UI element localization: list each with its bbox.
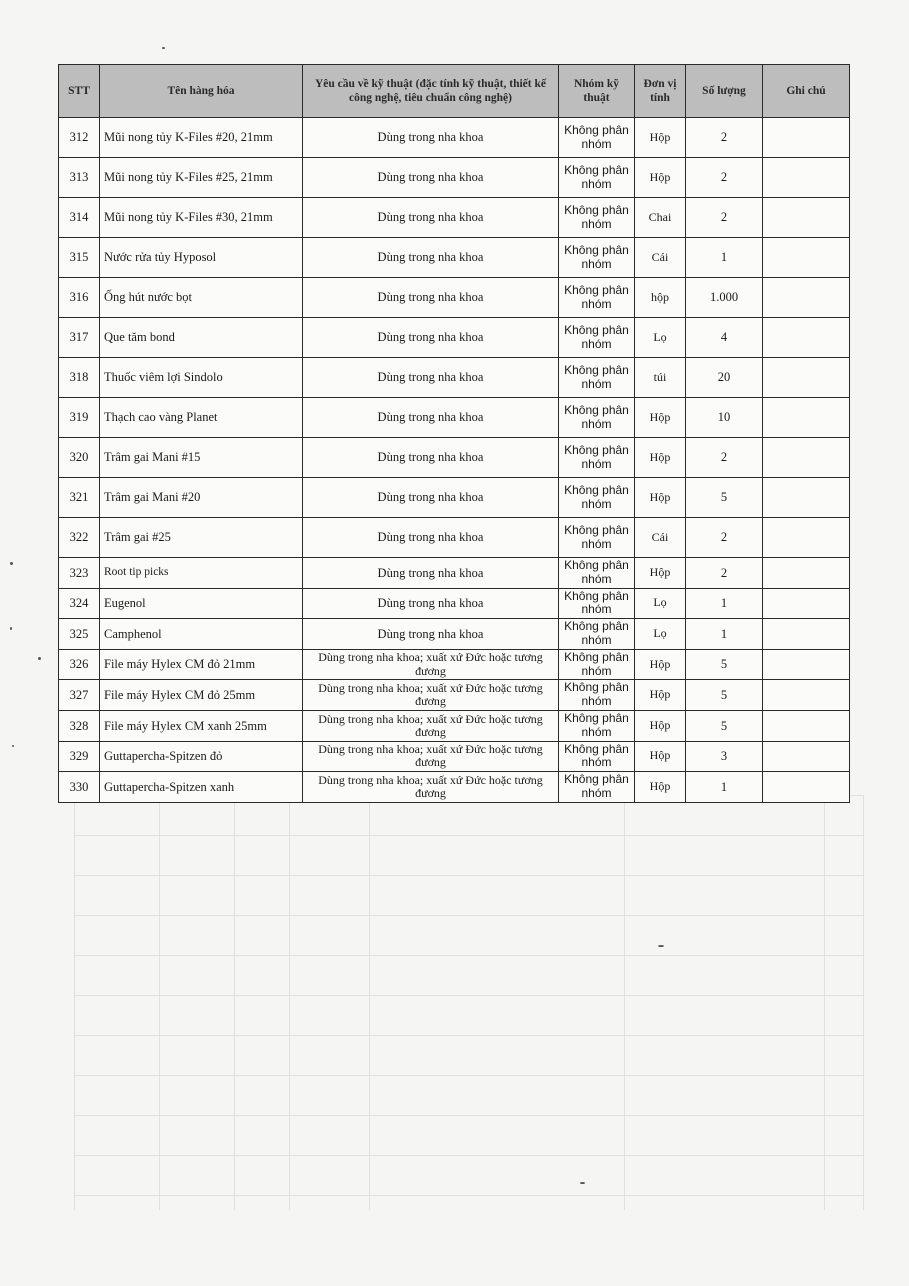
cell-quantity: 2 <box>686 558 763 589</box>
cell-note <box>763 318 850 358</box>
cell-note <box>763 398 850 438</box>
cell-stt: 323 <box>59 558 100 589</box>
cell-name: Guttapercha-Spitzen đỏ <box>100 741 303 772</box>
scan-speck <box>658 945 664 947</box>
cell-name: Ống hút nước bọt <box>100 278 303 318</box>
table-row <box>59 198 850 238</box>
cell-unit: hộp <box>635 278 686 318</box>
cell-stt: 319 <box>59 398 100 438</box>
cell-unit: Hộp <box>635 649 686 680</box>
cell-group: Không phân nhóm <box>559 318 635 358</box>
cell-unit: Hộp <box>635 680 686 711</box>
cell-group: Không phân nhóm <box>559 710 635 741</box>
cell-quantity: 1 <box>686 772 763 803</box>
cell-unit: Hộp <box>635 158 686 198</box>
cell-group: Không phân nhóm <box>559 158 635 198</box>
table-row <box>59 619 850 650</box>
cell-stt: 315 <box>59 238 100 278</box>
cell-note <box>763 741 850 772</box>
cell-unit: Hộp <box>635 438 686 478</box>
scan-speck <box>580 1182 585 1184</box>
cell-group: Không phân nhóm <box>559 772 635 803</box>
header-name: Tên hàng hóa <box>100 65 303 118</box>
table-row <box>59 518 850 558</box>
cell-unit: Lọ <box>635 619 686 650</box>
cell-requirement: Dùng trong nha khoa; xuất xứ Đức hoặc tương đương <box>303 710 559 741</box>
table-row <box>59 588 850 619</box>
cell-group: Không phân nhóm <box>559 558 635 589</box>
cell-requirement: Dùng trong nha khoa <box>303 478 559 518</box>
table-row <box>59 649 850 680</box>
cell-name: Trâm gai Mani #20 <box>100 478 303 518</box>
cell-note <box>763 238 850 278</box>
cell-note <box>763 478 850 518</box>
cell-requirement: Dùng trong nha khoa <box>303 619 559 650</box>
cell-name: File máy Hylex CM đỏ 21mm <box>100 649 303 680</box>
cell-note <box>763 358 850 398</box>
table-row <box>59 238 850 278</box>
cell-quantity: 2 <box>686 118 763 158</box>
scan-speck <box>38 657 41 660</box>
table-row <box>59 710 850 741</box>
cell-stt: 314 <box>59 198 100 238</box>
cell-note <box>763 649 850 680</box>
cell-unit: Chai <box>635 198 686 238</box>
cell-note <box>763 588 850 619</box>
cell-group: Không phân nhóm <box>559 238 635 278</box>
table-row <box>59 478 850 518</box>
cell-group: Không phân nhóm <box>559 398 635 438</box>
cell-requirement: Dùng trong nha khoa <box>303 118 559 158</box>
cell-note <box>763 118 850 158</box>
scan-speck <box>12 745 14 747</box>
cell-quantity: 1 <box>686 238 763 278</box>
header-quantity: Số lượng <box>686 65 763 118</box>
header-group: Nhóm kỹ thuật <box>559 65 635 118</box>
cell-unit: Cái <box>635 518 686 558</box>
cell-name: Trâm gai #25 <box>100 518 303 558</box>
cell-unit: Lọ <box>635 588 686 619</box>
cell-quantity: 5 <box>686 680 763 711</box>
cell-unit: Hộp <box>635 710 686 741</box>
cell-stt: 326 <box>59 649 100 680</box>
cell-stt: 317 <box>59 318 100 358</box>
cell-quantity: 4 <box>686 318 763 358</box>
cell-note <box>763 158 850 198</box>
cell-name: Que tăm bond <box>100 318 303 358</box>
header-note: Ghi chú <box>763 65 850 118</box>
cell-requirement: Dùng trong nha khoa; xuất xứ Đức hoặc tương đương <box>303 649 559 680</box>
cell-name: Mũi nong tủy K-Files #20, 21mm <box>100 118 303 158</box>
table-header-row <box>59 65 850 118</box>
cell-quantity: 1.000 <box>686 278 763 318</box>
table-row <box>59 318 850 358</box>
cell-quantity: 20 <box>686 358 763 398</box>
table-row <box>59 772 850 803</box>
cell-quantity: 5 <box>686 478 763 518</box>
table-row <box>59 118 850 158</box>
cell-quantity: 2 <box>686 438 763 478</box>
cell-group: Không phân nhóm <box>559 680 635 711</box>
cell-note <box>763 772 850 803</box>
cell-requirement: Dùng trong nha khoa <box>303 588 559 619</box>
cell-quantity: 3 <box>686 741 763 772</box>
cell-group: Không phân nhóm <box>559 198 635 238</box>
cell-requirement: Dùng trong nha khoa <box>303 518 559 558</box>
cell-quantity: 5 <box>686 649 763 680</box>
cell-note <box>763 518 850 558</box>
cell-requirement: Dùng trong nha khoa <box>303 358 559 398</box>
cell-unit: túi <box>635 358 686 398</box>
cell-stt: 322 <box>59 518 100 558</box>
cell-stt: 321 <box>59 478 100 518</box>
cell-quantity: 1 <box>686 619 763 650</box>
header-requirement: Yêu cầu về kỹ thuật (đặc tính kỹ thuật, thiết kế công nghệ, tiêu chuẩn công nghệ) <box>303 65 559 118</box>
table-row <box>59 398 850 438</box>
cell-unit: Hộp <box>635 478 686 518</box>
cell-group: Không phân nhóm <box>559 649 635 680</box>
cell-stt: 330 <box>59 772 100 803</box>
header-stt: STT <box>59 65 100 118</box>
cell-unit: Cái <box>635 238 686 278</box>
cell-stt: 320 <box>59 438 100 478</box>
cell-group: Không phân nhóm <box>559 518 635 558</box>
cell-stt: 313 <box>59 158 100 198</box>
cell-quantity: 2 <box>686 518 763 558</box>
table-row <box>59 741 850 772</box>
cell-name: Mũi nong tủy K-Files #25, 21mm <box>100 158 303 198</box>
cell-name: File máy Hylex CM đỏ 25mm <box>100 680 303 711</box>
cell-name: File máy Hylex CM xanh 25mm <box>100 710 303 741</box>
cell-note <box>763 438 850 478</box>
table-row <box>59 158 850 198</box>
cell-name: Nước rửa tủy Hyposol <box>100 238 303 278</box>
cell-requirement: Dùng trong nha khoa <box>303 238 559 278</box>
cell-name: Guttapercha-Spitzen xanh <box>100 772 303 803</box>
cell-name: Root tip picks <box>100 558 303 589</box>
cell-stt: 318 <box>59 358 100 398</box>
scan-speck <box>10 562 13 565</box>
table-row <box>59 278 850 318</box>
cell-name: Thạch cao vàng Planet <box>100 398 303 438</box>
cell-group: Không phân nhóm <box>559 588 635 619</box>
cell-stt: 329 <box>59 741 100 772</box>
cell-requirement: Dùng trong nha khoa <box>303 198 559 238</box>
cell-name: Mũi nong tủy K-Files #30, 21mm <box>100 198 303 238</box>
cell-unit: Hộp <box>635 558 686 589</box>
cell-requirement: Dùng trong nha khoa <box>303 398 559 438</box>
cell-requirement: Dùng trong nha khoa <box>303 318 559 358</box>
cell-requirement: Dùng trong nha khoa <box>303 158 559 198</box>
scan-speck <box>10 627 12 630</box>
table-row <box>59 438 850 478</box>
header-unit: Đơn vị tính <box>635 65 686 118</box>
cell-name: Camphenol <box>100 619 303 650</box>
cell-name: Thuốc viêm lợi Sindolo <box>100 358 303 398</box>
cell-stt: 327 <box>59 680 100 711</box>
cell-quantity: 10 <box>686 398 763 438</box>
cell-stt: 325 <box>59 619 100 650</box>
cell-unit: Hộp <box>635 398 686 438</box>
cell-quantity: 2 <box>686 198 763 238</box>
cell-group: Không phân nhóm <box>559 118 635 158</box>
cell-unit: Hộp <box>635 741 686 772</box>
cell-group: Không phân nhóm <box>559 358 635 398</box>
cell-unit: Hộp <box>635 118 686 158</box>
cell-unit: Hộp <box>635 772 686 803</box>
scan-speck <box>162 47 165 49</box>
cell-group: Không phân nhóm <box>559 438 635 478</box>
cell-note <box>763 198 850 238</box>
cell-requirement: Dùng trong nha khoa; xuất xứ Đức hoặc tương đương <box>303 741 559 772</box>
table-row <box>59 358 850 398</box>
cell-stt: 312 <box>59 118 100 158</box>
table-row <box>59 558 850 589</box>
cell-requirement: Dùng trong nha khoa; xuất xứ Đức hoặc tương đương <box>303 772 559 803</box>
cell-group: Không phân nhóm <box>559 278 635 318</box>
cell-requirement: Dùng trong nha khoa; xuất xứ Đức hoặc tương đương <box>303 680 559 711</box>
table-row <box>59 680 850 711</box>
cell-requirement: Dùng trong nha khoa <box>303 558 559 589</box>
cell-quantity: 1 <box>686 588 763 619</box>
cell-requirement: Dùng trong nha khoa <box>303 438 559 478</box>
cell-quantity: 5 <box>686 710 763 741</box>
goods-table <box>58 64 850 803</box>
bleed-through-table <box>74 795 864 1210</box>
cell-stt: 328 <box>59 710 100 741</box>
cell-name: Eugenol <box>100 588 303 619</box>
cell-group: Không phân nhóm <box>559 478 635 518</box>
cell-stt: 316 <box>59 278 100 318</box>
cell-unit: Lọ <box>635 318 686 358</box>
cell-name: Trâm gai Mani #15 <box>100 438 303 478</box>
cell-note <box>763 619 850 650</box>
cell-note <box>763 558 850 589</box>
cell-group: Không phân nhóm <box>559 619 635 650</box>
cell-note <box>763 710 850 741</box>
cell-note <box>763 278 850 318</box>
cell-requirement: Dùng trong nha khoa <box>303 278 559 318</box>
cell-quantity: 2 <box>686 158 763 198</box>
cell-group: Không phân nhóm <box>559 741 635 772</box>
cell-stt: 324 <box>59 588 100 619</box>
cell-note <box>763 680 850 711</box>
